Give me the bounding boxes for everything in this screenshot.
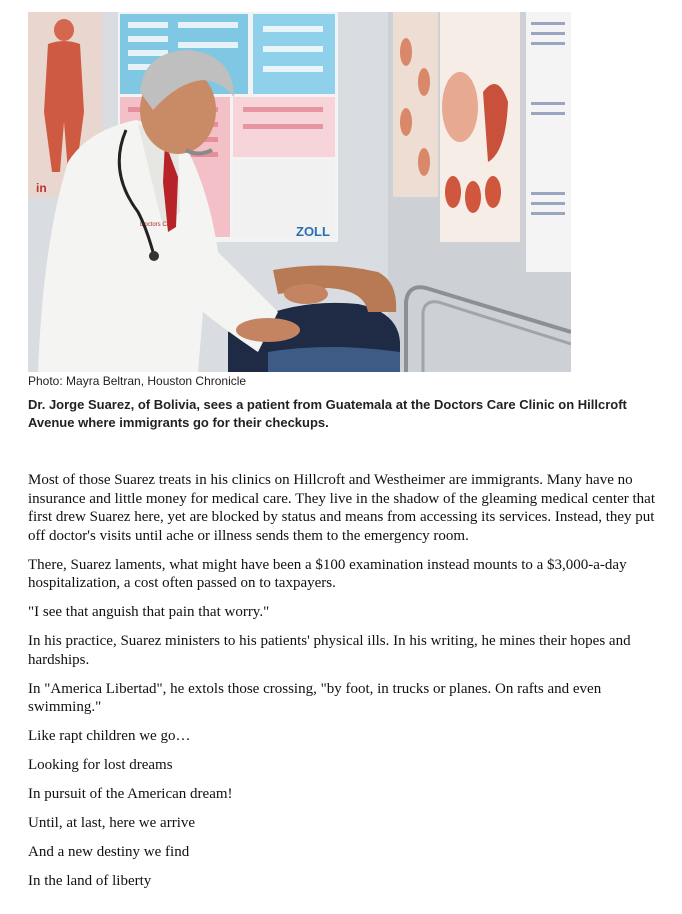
coat-badge-text: Doctors Care <box>140 222 176 228</box>
poem-line: In pursuit of the American dream! <box>28 786 233 802</box>
patient-jeans <box>268 347 400 372</box>
poem-line: Like rapt children we go… <box>28 728 191 744</box>
article-paragraph: "I see that anguish that pain that worry." <box>28 604 270 620</box>
poem-line: And a new destiny we find <box>28 844 190 860</box>
article-paragraph: In his practice, Suarez ministers to his patients' physical ills. In his writing, he mines their hopes and hardships. <box>28 633 631 668</box>
poem-line: Looking for lost dreams <box>28 757 173 773</box>
clinic-photo-illustration <box>28 12 571 372</box>
article-paragraph: There, Suarez laments, what might have been a $100 examination instead mounts to a $3,000-a-day hospitalization, a cost often passed on to taxpayers. <box>28 556 627 591</box>
poem-excerpt <box>28 727 662 891</box>
article-photo <box>28 12 571 372</box>
article-body <box>28 471 662 901</box>
chart-letters-text: in <box>36 181 47 195</box>
photo-caption: Dr. Jorge Suarez, of Bolivia, sees a patient from Guatemala at the Doctors Care Clinic on Hillcroft Avenue where immigrants go for their checkups. <box>28 397 627 430</box>
poem-line: In the land of liberty <box>28 873 152 889</box>
anatomy-poster-strip <box>393 12 438 197</box>
doctor-hand <box>236 318 300 342</box>
photo-credit: Photo: Mayra Beltran, Houston Chronicle <box>28 374 247 388</box>
info-poster-right <box>526 12 571 272</box>
article-paragraph: Most of those Suarez treats in his clinics on Hillcroft and Westheimer are immigrants. Many have no insurance and little money for medical care. They live in the shadow of the gleaming medical center that first drew Suarez here, yet are blocked by status and means from accessing its services. Instead, they put off doctor's visits until ache or illness sends them to the emergency room. <box>28 472 655 544</box>
poem-line: Until, at last, here we arrive <box>28 815 196 831</box>
article-paragraph: In "America Libertad", he extols those crossing, "by foot, in trucks or planes. On rafts and even swimming." <box>28 680 602 715</box>
zoll-logo: ZOLL <box>296 224 330 239</box>
